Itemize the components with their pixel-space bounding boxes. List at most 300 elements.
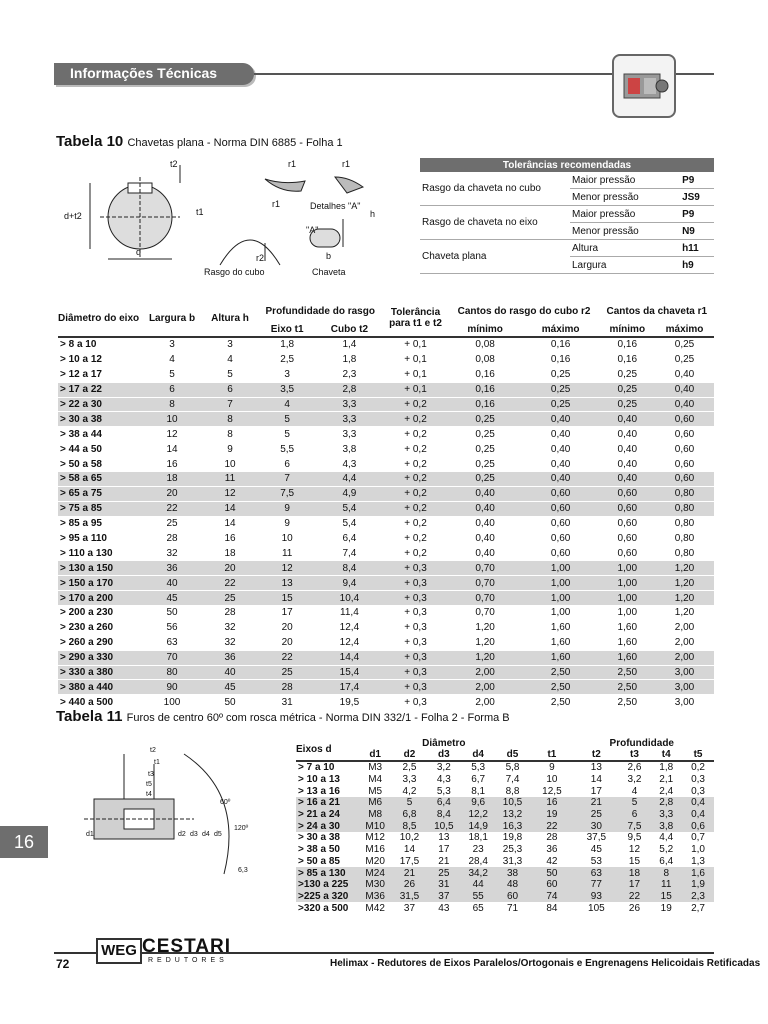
table-cell: 0,70 — [449, 576, 522, 591]
table-row — [58, 680, 714, 695]
table-cell: 1,00 — [600, 561, 655, 576]
table-row — [296, 891, 714, 903]
table-cell: M30 — [358, 879, 392, 891]
table-cell: 0,40 — [522, 457, 600, 472]
table-cell: 7,4 — [316, 546, 382, 561]
table-cell: 18 — [619, 867, 651, 879]
table-cell: 0,80 — [655, 501, 714, 516]
table-row — [58, 650, 714, 665]
table-cell: 0,25 — [600, 397, 655, 412]
table-cell: 17,5 — [399, 855, 420, 867]
table-cell: 8,4 — [316, 561, 382, 576]
col-tolerancia: Tolerância para t1 e t2 — [383, 300, 449, 337]
table-cell: + 0,1 — [383, 337, 449, 352]
table-cell: 25 — [142, 516, 202, 531]
col-diametro: Diâmetro do eixo — [58, 300, 142, 337]
table-cell: > 7 a 10 — [298, 762, 335, 774]
diagram-label: Chaveta — [312, 267, 346, 277]
table-cell: 0,40 — [600, 472, 655, 487]
table-cell: 2,50 — [522, 665, 600, 680]
table-cell: > 21 a 24 — [296, 809, 358, 821]
table-cell: 36 — [142, 561, 202, 576]
table-cell: 5,2 — [659, 844, 674, 856]
diagram-label: "A" — [306, 225, 319, 235]
table-cell: 6 — [202, 382, 258, 397]
table-cell: 1,20 — [655, 591, 714, 606]
table-cell: 9,6 — [461, 797, 495, 809]
table-cell: 36 — [546, 844, 558, 856]
table-cell: > 22 a 30 — [58, 397, 142, 412]
table-cell: > 200 a 230 — [58, 606, 142, 621]
table-cell: 21 — [438, 855, 450, 867]
table-cell: 0,40 — [600, 442, 655, 457]
gearbox-image — [612, 54, 676, 118]
table-cell: 80 — [142, 665, 202, 680]
table-cell: 1,20 — [655, 561, 714, 576]
table-row — [58, 337, 714, 352]
table-cell: 36 — [202, 650, 258, 665]
table-cell: 0,80 — [655, 531, 714, 546]
table-cell: 0,60 — [522, 486, 600, 501]
col-cubo-t2: Cubo t2 — [330, 323, 369, 335]
table-row — [296, 820, 714, 832]
table-cell: 4,3 — [436, 774, 451, 786]
table-cell: 0,60 — [522, 501, 600, 516]
table-cell: 1,00 — [522, 591, 600, 606]
table-cell: 16,3 — [495, 820, 529, 832]
col-d2: d2 — [403, 749, 416, 760]
table-cell: 3,8 — [650, 820, 682, 832]
table-cell: 37,5 — [586, 832, 607, 844]
table-cell: 0,60 — [655, 472, 714, 487]
table-cell: 19 — [530, 809, 574, 821]
table-cell: 25 — [427, 867, 461, 879]
col-d5: d5 — [506, 749, 519, 760]
table-cell: M20 — [365, 855, 385, 867]
table-cell: > 10 a 12 — [58, 352, 142, 367]
table-cell: 1,8 — [316, 352, 382, 367]
table-cell: 1,00 — [600, 591, 655, 606]
table-cell: 0,40 — [522, 412, 600, 427]
table-cell: 21 — [392, 867, 426, 879]
tolerance-group: Rasgo da chaveta no cubo — [420, 172, 570, 206]
table-cell: 11 — [650, 879, 682, 891]
table-cell: 1,60 — [600, 620, 655, 635]
table-cell: 1,60 — [522, 620, 600, 635]
table-cell: 2,8 — [650, 797, 682, 809]
table-cell: + 0,3 — [383, 680, 449, 695]
table-cell: 2,4 — [659, 785, 674, 797]
tolerance-code: JS9 — [680, 189, 714, 206]
tolerance-group: Chaveta plana — [420, 240, 570, 274]
table-cell: 50 — [142, 606, 202, 621]
table-cell: > 75 a 85 — [58, 501, 142, 516]
table-cell: 105 — [588, 902, 605, 914]
table-cell: 12 — [202, 486, 258, 501]
tolerance-item: Maior pressão — [570, 206, 680, 223]
table-cell: 4 — [202, 352, 258, 367]
col-t2: t2 — [591, 749, 601, 760]
table-cell: 2,00 — [655, 620, 714, 635]
table-cell: 0,60 — [522, 531, 600, 546]
table-row — [58, 546, 714, 561]
table-cell: 16 — [530, 797, 574, 809]
table-cell: 45 — [202, 680, 258, 695]
table-cell: 1,60 — [522, 650, 600, 665]
table-cell: > 24 a 30 — [296, 820, 358, 832]
table-cell: 14,9 — [461, 820, 495, 832]
col-eixos: Eixos d — [296, 738, 358, 761]
diagram-label: b — [326, 251, 332, 261]
table-row — [58, 382, 714, 397]
table-cell: 0,60 — [655, 442, 714, 457]
keyway-table — [58, 300, 714, 710]
table-cell: 0,40 — [522, 427, 600, 442]
col-cantos-rasgo: Cantos do rasgo do cubo r2 — [457, 305, 591, 317]
diagram-label: t5 — [146, 781, 152, 788]
table-cell: 50 — [530, 867, 574, 879]
table-cell: 1,20 — [449, 635, 522, 650]
table-cell: 16 — [142, 457, 202, 472]
table-cell: 7,5 — [619, 820, 651, 832]
table-cell: 10,4 — [316, 591, 382, 606]
diagram-label: d1 — [86, 831, 94, 838]
table-row — [58, 606, 714, 621]
table-cell: 6 — [258, 457, 316, 472]
table-cell: 70 — [142, 650, 202, 665]
table-cell: > 44 a 50 — [58, 442, 142, 457]
table-cell: 2,8 — [316, 382, 382, 397]
table-cell: 3 — [258, 367, 316, 382]
col-t5: t5 — [693, 749, 703, 760]
table-cell: 0,3 — [691, 785, 705, 797]
table-cell: 0,40 — [449, 531, 522, 546]
table-cell: 1,60 — [600, 635, 655, 650]
table-cell: 13 — [438, 832, 450, 844]
table-row — [296, 844, 714, 856]
table-cell: 9 — [258, 501, 316, 516]
table-cell: 5,8 — [505, 762, 520, 774]
table-cell: 0,60 — [655, 457, 714, 472]
table-row — [58, 427, 714, 442]
table11-subtitle: Furos de centro 60º com rosca métrica - Norma DIN 332/1 - Folha 2 - Forma B — [126, 712, 510, 724]
table-cell: 4,4 — [659, 832, 674, 844]
col-t1: t1 — [547, 749, 557, 760]
table-cell: + 0,3 — [383, 561, 449, 576]
diagram-label: Rasgo do cubo — [204, 267, 265, 277]
table-cell: > 380 a 440 — [58, 680, 142, 695]
table-cell: 22 — [202, 576, 258, 591]
table-cell: 31 — [427, 879, 461, 891]
table-cell: + 0,2 — [383, 472, 449, 487]
table-cell: 30 — [574, 820, 618, 832]
table-cell: 50 — [202, 695, 258, 710]
table-cell: 3,2 — [436, 762, 451, 774]
table-cell: 2,00 — [449, 680, 522, 695]
table-cell: > 110 a 130 — [58, 546, 142, 561]
col-max-r2: máximo — [541, 323, 580, 335]
table-cell: 55 — [461, 891, 495, 903]
table-cell: + 0,2 — [383, 516, 449, 531]
col-profundidade-group: Profundidade — [609, 738, 674, 749]
table-cell: + 0,2 — [383, 442, 449, 457]
table-cell: M16 — [365, 844, 385, 856]
table10-subtitle: Chavetas plana - Norma DIN 6885 - Folha 1 — [127, 137, 343, 149]
table-cell: 0,40 — [655, 367, 714, 382]
table-cell: 37 — [427, 891, 461, 903]
table-cell: 6 — [619, 809, 651, 821]
table-cell: 5 — [202, 367, 258, 382]
diagram-label: d+t2 — [64, 211, 82, 221]
table-cell: 13 — [590, 762, 602, 774]
table-cell: 60 — [495, 891, 529, 903]
table-cell: + 0,1 — [383, 352, 449, 367]
table-cell: 0,2 — [691, 762, 705, 774]
table-cell: + 0,3 — [383, 606, 449, 621]
table-cell: 0,60 — [600, 516, 655, 531]
table-cell: 45 — [142, 591, 202, 606]
table-cell: 2,50 — [600, 680, 655, 695]
table-cell: 9 — [202, 442, 258, 457]
table-cell: 71 — [506, 902, 519, 914]
tolerance-item: Menor pressão — [570, 189, 680, 206]
col-altura: Altura h — [202, 300, 258, 337]
table-cell: 1,60 — [600, 650, 655, 665]
table-cell: 17 — [258, 606, 316, 621]
table-cell: 84 — [546, 902, 558, 914]
table-cell: 6 — [142, 382, 202, 397]
table-cell: 11,4 — [316, 606, 382, 621]
table-cell: > 290 a 330 — [58, 650, 142, 665]
diagram-label: r2 — [256, 253, 265, 263]
table-cell: 2,00 — [655, 635, 714, 650]
table-cell: 8 — [142, 397, 202, 412]
table-cell: M6 — [358, 797, 392, 809]
table-cell: 2,50 — [600, 695, 655, 710]
table-cell: 20 — [258, 620, 316, 635]
table-cell: 0,7 — [691, 832, 705, 844]
table-cell: 9 — [549, 762, 555, 774]
col-t4: t4 — [661, 749, 671, 760]
table-cell: 8 — [650, 867, 682, 879]
table-cell: 2,00 — [655, 650, 714, 665]
table-cell: > 170 a 200 — [58, 591, 142, 606]
table-cell: 7 — [258, 472, 316, 487]
table-row — [296, 761, 714, 774]
table-cell: 13,2 — [495, 809, 529, 821]
table-row — [58, 576, 714, 591]
table-cell: 0,16 — [449, 382, 522, 397]
table-cell: 5,5 — [258, 442, 316, 457]
col-profundidade: Profundidade do rasgo — [265, 305, 375, 317]
table-cell: 0,60 — [600, 501, 655, 516]
table-cell: 40 — [202, 665, 258, 680]
cestari-logo: CESTARI — [142, 936, 231, 957]
table-cell: >320 a 500 — [298, 902, 349, 914]
table-cell: 2,1 — [659, 774, 674, 786]
table-cell: 25 — [574, 809, 618, 821]
table-cell: 3,3 — [650, 809, 682, 821]
table-cell: 26 — [392, 879, 426, 891]
table-cell: 32 — [202, 635, 258, 650]
table-row — [58, 442, 714, 457]
table-row — [296, 867, 714, 879]
table-cell: 3,00 — [655, 665, 714, 680]
table-cell: + 0,2 — [383, 412, 449, 427]
table-cell: 0,4 — [682, 797, 714, 809]
table-cell: 18 — [202, 546, 258, 561]
table-cell: M12 — [365, 832, 385, 844]
table-cell: 10,5 — [495, 797, 529, 809]
table-cell: 17 — [590, 785, 602, 797]
table-cell: 2,3 — [316, 367, 382, 382]
table-cell: 22 — [619, 891, 651, 903]
table-cell: 12,4 — [316, 635, 382, 650]
table-cell: + 0,3 — [383, 576, 449, 591]
table-cell: 0,25 — [449, 427, 522, 442]
diagram-label: d2 — [178, 831, 186, 838]
table-cell: 0,80 — [655, 546, 714, 561]
table-cell: 6,4 — [427, 797, 461, 809]
diagram-label: t1 — [154, 759, 160, 766]
diagram-label: d4 — [202, 831, 210, 838]
table-cell: > 38 a 50 — [298, 844, 340, 856]
table-cell: 6,4 — [659, 855, 674, 867]
table-cell: 7,5 — [258, 486, 316, 501]
table-cell: 0,70 — [449, 606, 522, 621]
table-cell: 5,4 — [316, 516, 382, 531]
table-cell: > 130 a 150 — [58, 561, 142, 576]
tolerance-code: h9 — [680, 257, 714, 274]
section-title: Informações Técnicas — [70, 65, 218, 81]
table-cell: 10,5 — [427, 820, 461, 832]
table-cell: > 13 a 16 — [298, 785, 340, 797]
table-cell: 42 — [546, 855, 558, 867]
table-cell: 63 — [142, 635, 202, 650]
table-cell: 1,20 — [655, 576, 714, 591]
table-cell: 0,40 — [655, 382, 714, 397]
table-cell: 13 — [258, 576, 316, 591]
table-cell: 2,7 — [691, 902, 705, 914]
table-cell: > 65 a 75 — [58, 486, 142, 501]
table-cell: 14 — [590, 774, 602, 786]
table-cell: M5 — [368, 785, 383, 797]
table-cell: 0,08 — [449, 352, 522, 367]
table-cell: 3,3 — [316, 412, 382, 427]
table-cell: 0,60 — [522, 516, 600, 531]
col-d1: d1 — [369, 749, 381, 760]
table-cell: 1,3 — [691, 855, 705, 867]
table-cell: 19,8 — [502, 832, 523, 844]
table-cell: 1,8 — [258, 337, 316, 352]
table-cell: 1,20 — [449, 620, 522, 635]
table-cell: + 0,2 — [383, 501, 449, 516]
table-cell: 0,25 — [449, 442, 522, 457]
table-cell: 17,4 — [316, 680, 382, 695]
diagram-label: t2 — [150, 747, 156, 754]
table-row — [58, 352, 714, 367]
table-cell: 1,60 — [522, 635, 600, 650]
table-cell: 3,3 — [316, 427, 382, 442]
table-cell: > 58 a 65 — [58, 472, 142, 487]
table-cell: + 0,1 — [383, 367, 449, 382]
table-cell: 11 — [258, 546, 316, 561]
table-cell: 0,70 — [449, 591, 522, 606]
table-cell: 1,20 — [655, 606, 714, 621]
table-cell: 0,40 — [522, 442, 600, 457]
diagram-label: r1 — [272, 199, 281, 209]
table-cell: 17 — [438, 844, 450, 856]
chapter-tab: 16 — [0, 826, 48, 858]
table-cell: 6,7 — [471, 774, 486, 786]
diagram-label: d3 — [190, 831, 198, 838]
table-cell: > 260 a 290 — [58, 635, 142, 650]
tolerance-group: Rasgo de chaveta no eixo — [420, 206, 570, 240]
table-cell: 28,4 — [468, 855, 488, 867]
table-cell: 4,4 — [316, 472, 382, 487]
table-cell: 0,40 — [449, 546, 522, 561]
table-cell: 4 — [142, 352, 202, 367]
diagram-label: d — [136, 247, 142, 257]
table-cell: M42 — [365, 902, 385, 914]
table-cell: 0,16 — [522, 352, 600, 367]
table-cell: 2,00 — [449, 695, 522, 710]
table-cell: 44 — [461, 879, 495, 891]
table-cell: 20 — [258, 635, 316, 650]
col-max-r1: máximo — [665, 323, 704, 335]
table-cell: 0,60 — [522, 546, 600, 561]
table-row — [296, 785, 714, 797]
table-cell: 0,25 — [449, 457, 522, 472]
table-cell: 0,08 — [449, 337, 522, 352]
table-cell: 0,80 — [655, 486, 714, 501]
table-cell: 3 — [142, 337, 202, 352]
tolerance-code: P9 — [680, 172, 714, 189]
table-cell: 1,0 — [691, 844, 705, 856]
table-cell: 12,5 — [542, 785, 562, 797]
table-cell: 12 — [258, 561, 316, 576]
table-cell: 9 — [258, 516, 316, 531]
table-cell: 14,4 — [316, 650, 382, 665]
table-cell: 0,60 — [600, 486, 655, 501]
table-cell: 2,5 — [258, 352, 316, 367]
table-row — [296, 809, 714, 821]
table-cell: 23 — [472, 844, 484, 856]
table-cell: 3,5 — [258, 382, 316, 397]
table-cell: 1,00 — [522, 576, 600, 591]
tolerance-code: N9 — [680, 223, 714, 240]
diagram-label: t2 — [170, 159, 178, 169]
tolerance-header: Tolerâncias recomendadas — [420, 158, 714, 172]
table-cell: 43 — [438, 902, 450, 914]
table-cell: > 330 a 380 — [58, 665, 142, 680]
col-t3: t3 — [630, 749, 639, 760]
table-row — [58, 635, 714, 650]
table-cell: 7 — [202, 397, 258, 412]
table-row — [58, 412, 714, 427]
table-row — [58, 397, 714, 412]
table-cell: > 16 a 21 — [296, 797, 358, 809]
table-row — [296, 856, 714, 868]
table-cell: 4,3 — [316, 457, 382, 472]
table-cell: 3,00 — [655, 680, 714, 695]
table-cell: > 230 a 260 — [58, 620, 142, 635]
table-cell: 9,5 — [627, 832, 642, 844]
table-cell: >130 a 225 — [296, 879, 358, 891]
center-hole-diagram — [84, 744, 264, 884]
table-cell: 1,00 — [600, 606, 655, 621]
table-cell: 2,50 — [522, 680, 600, 695]
